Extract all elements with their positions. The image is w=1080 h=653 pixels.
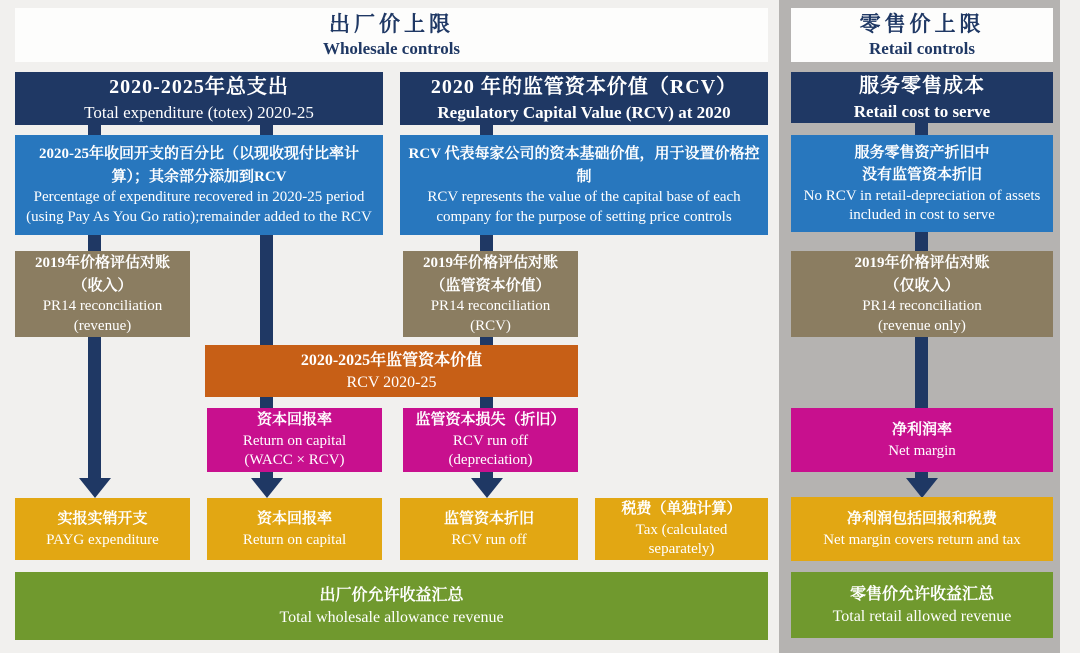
en-label: No RCV in retail-depreciation of assets included in cost to serve	[803, 187, 1041, 223]
total-retail-revenue-box	[791, 572, 1053, 638]
en-label: PR14 reconciliation	[430, 298, 551, 314]
zh-label: 资本回报率	[256, 511, 332, 527]
pr14-revenue-only-box	[791, 251, 1053, 337]
en-label: PR14 reconciliation	[862, 298, 982, 314]
rcv-2020-box	[400, 72, 768, 125]
net-margin-covers-box	[791, 497, 1053, 561]
retail-header-en: Retail controls	[869, 39, 975, 59]
en-label: RCV represents the value of the capital base of each company for the purpose of setting price controls	[427, 189, 741, 225]
en-label-2: (RCV)	[470, 317, 511, 334]
zh-label: 2020-25年收回开支的百分比（以现收现付比率计算）；其余部分添加到RCV	[39, 146, 359, 185]
en-label: Percentage of expenditure recovered in 2020-25 period (using Pay As You Go ratio);remainder added to the RCV	[26, 189, 372, 225]
totex-box	[15, 72, 383, 125]
zh-label: 服务零售成本	[859, 74, 985, 97]
retail-header-zh: 零售价上限	[859, 11, 985, 36]
tax-box	[595, 498, 768, 560]
payg-expenditure-box	[15, 498, 190, 560]
zh-label: 2019年价格评估对账	[34, 255, 170, 271]
wholesale-header-en: Wholesale controls	[322, 39, 461, 59]
net-margin-box	[791, 408, 1053, 472]
arrowhead-rcv-runoff	[471, 478, 503, 498]
en-label: RCV 2020-25	[346, 373, 437, 391]
no-rcv-retail-box	[791, 135, 1053, 232]
zh-label: 资本回报率	[256, 412, 332, 429]
en-label: RCV run off	[451, 531, 527, 548]
return-on-capital-box	[207, 408, 382, 472]
arrowhead-net-margin	[906, 478, 938, 498]
zh-label: 监管资本折旧	[443, 511, 534, 527]
arrowhead-payg-expenditure	[79, 478, 111, 498]
en-label-2: (WACC × RCV)	[244, 452, 345, 469]
en-label-2: (revenue only)	[878, 317, 966, 334]
en-label: Net margin covers return and tax	[823, 531, 1021, 548]
en-label-2: (revenue)	[73, 317, 132, 334]
arrowhead-return-on-capital	[251, 478, 283, 498]
return-on-capital-final-box	[207, 498, 382, 560]
en-label: Total expenditure (totex) 2020-25	[84, 102, 314, 122]
rcv-runoff-final-box	[400, 498, 578, 560]
en-label: Retail cost to serve	[853, 101, 991, 121]
zh-label: 监管资本损失（折旧）	[415, 412, 566, 429]
zh-label: RCV 代表每家公司的资本基础价值，用于设置价格控制	[408, 146, 760, 185]
zh-label: 2019年价格评估对账	[422, 255, 558, 271]
en-label: Net margin	[888, 442, 956, 459]
wholesale-header-zh: 出厂价上限	[329, 11, 454, 36]
en-label: Return on capital	[242, 531, 347, 548]
rcv-2020-25-box	[205, 345, 578, 397]
pr14-rcv-box	[403, 251, 578, 337]
zh-label-2: 没有监管资本折旧	[861, 167, 982, 183]
pr14-revenue-box	[15, 251, 190, 337]
en-label: PR14 reconciliation	[42, 298, 163, 314]
zh-label: 服务零售资产折旧中	[854, 144, 990, 161]
zh-label: 净利润率	[891, 422, 952, 438]
zh-label: 2020 年的监管资本价值（RCV）	[430, 75, 738, 98]
zh-label: 零售价允许收益汇总	[849, 585, 994, 603]
en-label: PAYG expenditure	[46, 531, 159, 548]
zh-label-2: （监管资本价值）	[430, 277, 551, 294]
en-label: Tax (calculated separately)	[635, 521, 728, 558]
total-wholesale-revenue-box	[15, 572, 768, 640]
en-label: RCV run off	[452, 432, 529, 449]
zh-label: 税费（单独计算）	[621, 501, 742, 518]
rcv-definition-box	[400, 135, 768, 235]
en-label: Total retail allowed revenue	[832, 607, 1012, 625]
wholesale-header	[15, 8, 768, 62]
payg-percentage-box	[15, 135, 383, 235]
retail-header	[791, 8, 1053, 62]
zh-label-2: （收入）	[72, 277, 133, 294]
en-label: Total wholesale allowance revenue	[279, 608, 504, 626]
en-label-2: (depreciation)	[448, 452, 533, 469]
en-label: Regulatory Capital Value (RCV) at 2020	[437, 102, 731, 122]
zh-label: 2019年价格评估对账	[854, 255, 990, 271]
retail-cost-to-serve-box	[791, 72, 1053, 123]
zh-label-2: （仅收入）	[884, 277, 960, 294]
zh-label: 实报实销开支	[57, 511, 148, 527]
zh-label: 出厂价允许收益汇总	[319, 586, 464, 604]
zh-label: 2020-2025年总支出	[109, 75, 289, 98]
zh-label: 净利润包括回报和税费	[846, 511, 997, 527]
zh-label: 2020-2025年监管资本价值	[300, 351, 483, 369]
en-label: Return on capital	[242, 432, 347, 449]
rcv-runoff-box	[403, 408, 578, 472]
